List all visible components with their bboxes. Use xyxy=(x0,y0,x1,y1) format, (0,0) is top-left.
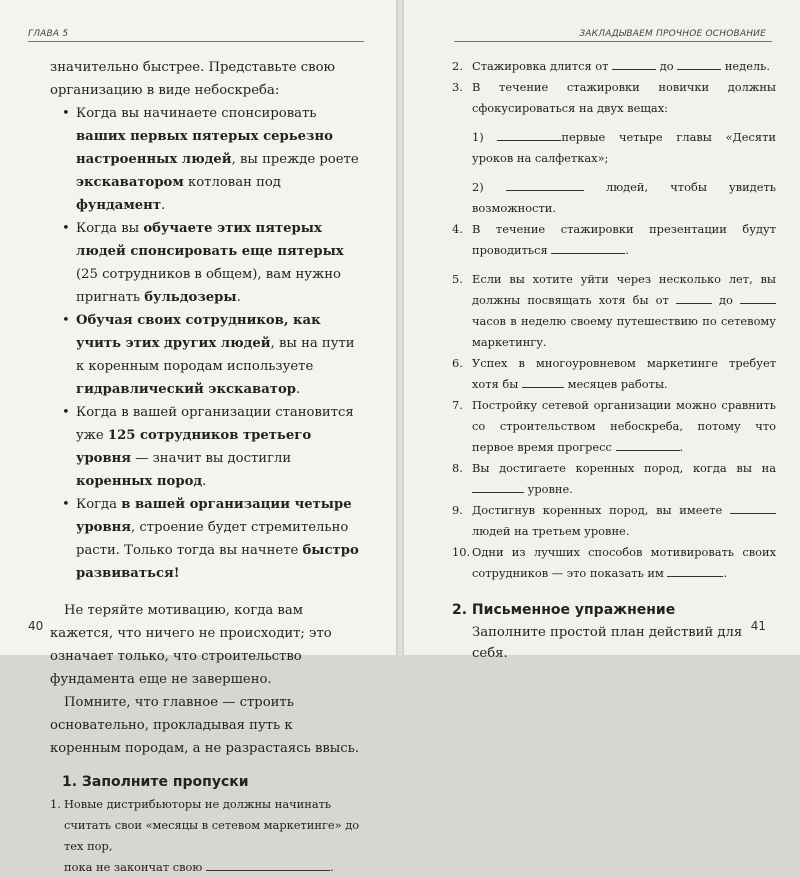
answer-blank[interactable] xyxy=(551,241,625,254)
question-4: 4. В течение стажировки презентации будут проводиться . xyxy=(452,222,776,257)
answer-blank[interactable] xyxy=(677,57,721,70)
question-5: 5. Если вы хотите уйти через несколько лет, вы должны посвящать хотя бы от до часов в неделю своему путешествию по сетевому маркетингу. xyxy=(452,272,776,349)
right-page xyxy=(404,0,800,661)
answer-blank[interactable] xyxy=(676,291,712,304)
question-3-item-2: 2) людей, чтобы увидеть возможности. xyxy=(472,180,777,215)
answer-blank[interactable] xyxy=(206,858,330,871)
question-3-item-1: 1) первые четыре главы «Десяти уроков на салфетках»; xyxy=(472,130,776,165)
question-1: 1. Новые дистрибьюторы не должны начинать считать свои «месяцы в сетевом маркетинге» до тех пор, пока не закончат свою . xyxy=(50,797,360,874)
answer-blank[interactable] xyxy=(612,57,656,70)
skyscraper-bullet-list xyxy=(50,102,366,585)
question-7: 7. Постройку сетевой организации можно сравнить со строительством небоскреба, потому что первое время прогресс . xyxy=(452,398,776,454)
answer-blank[interactable] xyxy=(522,375,564,388)
answer-blank[interactable] xyxy=(667,564,723,577)
question-8: 8. Вы достигаете коренных пород, когда вы на уровне. xyxy=(452,461,776,496)
answer-blank[interactable] xyxy=(472,480,524,493)
bullet-item: • Обучая своих сотрудников, как учить этих других людей, вы на пути к коренным породам используете гидравлический экскаватор. xyxy=(62,309,366,401)
bullet-item: • Когда в вашей организации четыре уровня, строение будет стремительно расти. Только тогда вы начнете быстро развиваться! xyxy=(62,493,366,585)
answer-blank[interactable] xyxy=(616,438,680,451)
answer-blank[interactable] xyxy=(506,178,584,191)
exercise-instruction: Заполните простой план действий для себя. xyxy=(472,625,743,661)
bullet-item: • Когда в вашей организации становится уже 125 сотрудников третьего уровня — значит вы достигли коренных пород. xyxy=(62,401,366,493)
book-gutter xyxy=(396,0,404,655)
answer-blank[interactable] xyxy=(497,128,561,141)
question-9: 9. Достигнув коренных пород, вы имеете людей на третьем уровне. xyxy=(452,500,776,542)
right-body xyxy=(452,56,776,664)
section-title-fill-blanks: 1. Заполните пропуски xyxy=(62,774,249,790)
bullet-item: • Когда вы начинаете спонсировать ваших первых пятерых серьезно настроенных людей, вы прежде роете экскаватором котлован под фундамент. xyxy=(62,102,366,217)
answer-blank[interactable] xyxy=(730,501,776,514)
running-head-right: ЗАКЛАДЫВАЕМ ПРОЧНОЕ ОСНОВАНИЕ xyxy=(579,29,766,39)
left-page xyxy=(0,0,396,874)
page-number-left: 40 xyxy=(28,619,44,633)
running-head-left: ГЛАВА 5 xyxy=(28,29,69,39)
question-10: 10. Одни из лучших способов мотивировать своих сотрудников — это показать им . xyxy=(452,545,776,580)
bullet-item: • Когда вы обучаете этих пятерых людей спонсировать еще пятерых (25 сотрудников в общем), вам нужно пригнать бульдозеры. xyxy=(62,217,366,309)
intro-paragraph: значительно быстрее. Представьте свою организацию в виде небоскреба: xyxy=(50,60,336,98)
question-3: 3. В течение стажировки новички должны сфокусироваться на двух вещах: xyxy=(452,80,776,115)
motivation-paragraph: Не теряйте мотивацию, когда вам кажется, что ничего не происходит; это означает только, что строительство фундамента еще не завершено. xyxy=(50,603,332,687)
answer-blank[interactable] xyxy=(740,291,776,304)
left-body xyxy=(50,56,366,878)
reminder-paragraph: Помните, что главное — строить основательно, прокладывая путь к коренным породам, а не разрастаясь ввысь. xyxy=(50,695,360,756)
header-rule-right xyxy=(454,41,772,42)
section-title-writing-exercise: 2. Письменное упражнение xyxy=(452,602,676,618)
question-6: 6. Успех в многоуровневом маркетинге требует хотя бы месяцев работы. xyxy=(452,356,776,391)
question-2: 2. Стажировка длится от до недель. xyxy=(452,59,770,73)
page-number-right: 41 xyxy=(750,619,766,633)
header-rule-left xyxy=(28,41,364,42)
